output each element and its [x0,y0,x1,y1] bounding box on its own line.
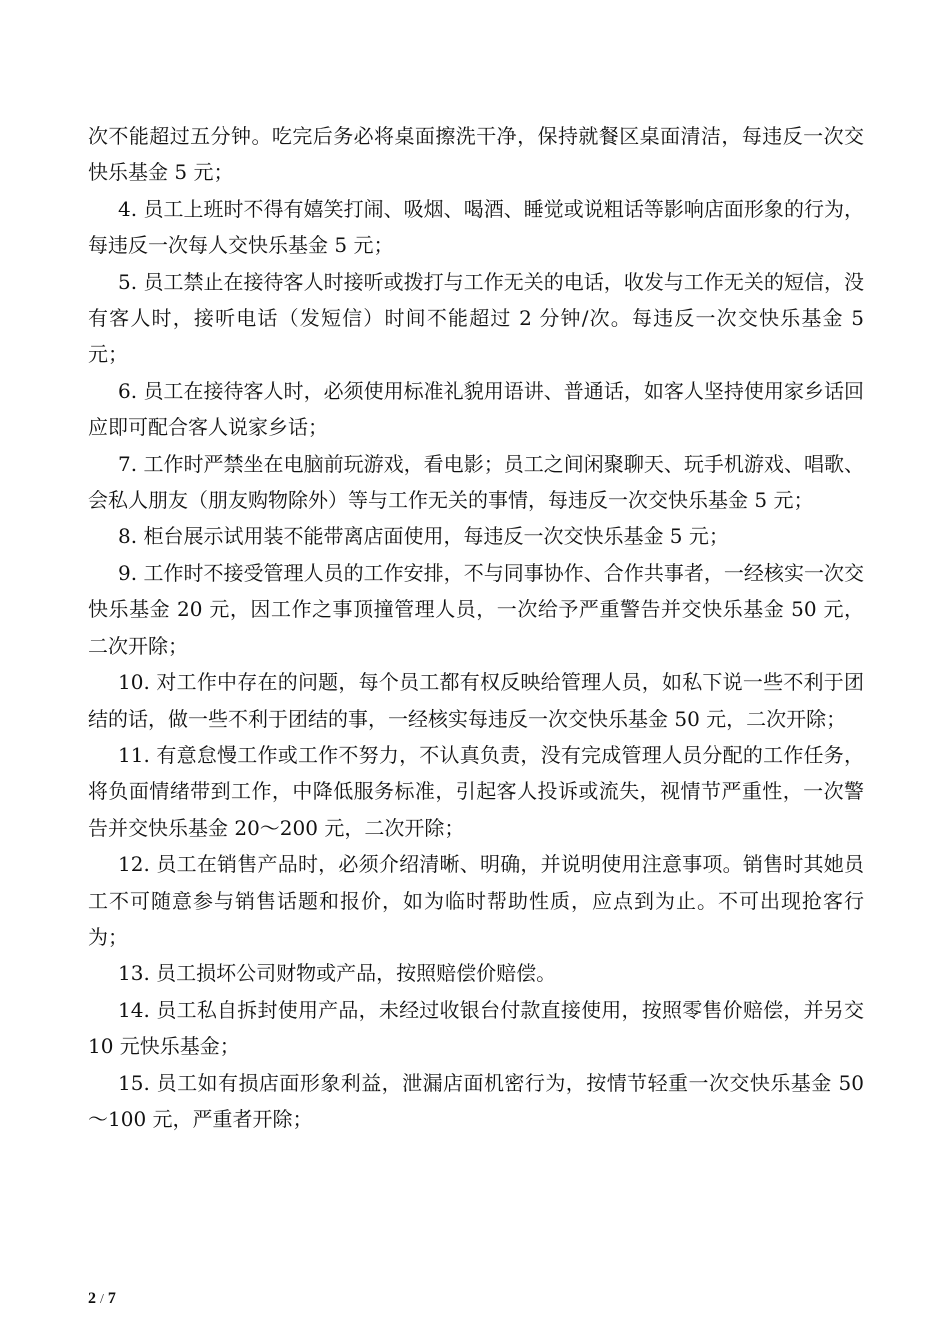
rule-item-11: 11. 有意怠慢工作或工作不努力，不认真负责，没有完成管理人员分配的工作任务，将负面情绪带到工作，中降低服务标准，引起客人投诉或流失，视情节严重性，一次警告并交快乐基金 20～200 元，二次开除； [88,742,864,840]
rule-item-12: 12. 员工在销售产品时，必须介绍清晰、明确，并说明使用注意事项。销售时其她员工不可随意参与销售话题和报价，如为临时帮助性质，应点到为止。不可出现抢客行为； [88,852,864,949]
rule-item-13: 13. 员工损坏公司财物或产品，按照赔偿价赔偿。 [118,961,557,986]
document-body [88,118,864,1137]
rule-item-7: 7. 工作时严禁坐在电脑前玩游戏，看电影；员工之间闲聚聊天、玩手机游戏、唱歌、会私人朋友（朋友购物除外）等与工作无关的事情，每违反一次交快乐基金 5 元； [88,451,864,513]
rule-item-10: 10. 对工作中存在的问题，每个员工都有权反映给管理人员，如私下说一些不利于团结的话，做一些不利于团结的事，一经核实每违反一次交快乐基金 50 元，二次开除； [88,670,864,731]
rule-item-5: 5. 员工禁止在接待客人时接听或拨打与工作无关的电话，收发与工作无关的短信，没有客人时，接听电话（发短信）时间不能超过 2 分钟/次。每违反一次交快乐基金 5 元； [88,269,864,367]
paragraph-continuation: 次不能超过五分钟。吃完后务必将桌面擦洗干净，保持就餐区桌面清洁，每违反一次交快乐基金 5 元； [88,124,864,185]
rule-item-8: 8. 柜台展示试用装不能带离店面使用，每违反一次交快乐基金 5 元； [118,524,729,549]
rule-item-9: 9. 工作时不接受管理人员的工作安排，不与同事协作、合作共事者，一经核实一次交快乐基金 20 元，因工作之事顶撞管理人员，一次给予严重警告并交快乐基金 50 元，二次开除； [88,560,864,658]
page-number [88,1290,116,1308]
page-number-current: 2 [88,1290,96,1307]
rule-item-6: 6. 员工在接待客人时，必须使用标准礼貌用语讲、普通话，如客人坚持使用家乡话回应即可配合客人说家乡话； [88,378,864,440]
rule-item-4: 4. 员工上班时不得有嬉笑打闹、吸烟、喝酒、睡觉或说粗话等影响店面形象的行为，每违反一次每人交快乐基金 5 元； [88,196,864,258]
page-number-separator: / [100,1292,104,1307]
rule-item-15: 15. 员工如有损店面形象利益，泄漏店面机密行为，按情节轻重一次交快乐基金 50～100 元，严重者开除； [88,1070,864,1131]
rule-item-14: 14. 员工私自拆封使用产品，未经过收银台付款直接使用，按照零售价赔偿，并另交 10 元快乐基金； [88,997,864,1059]
page-number-total: 7 [107,1290,116,1307]
